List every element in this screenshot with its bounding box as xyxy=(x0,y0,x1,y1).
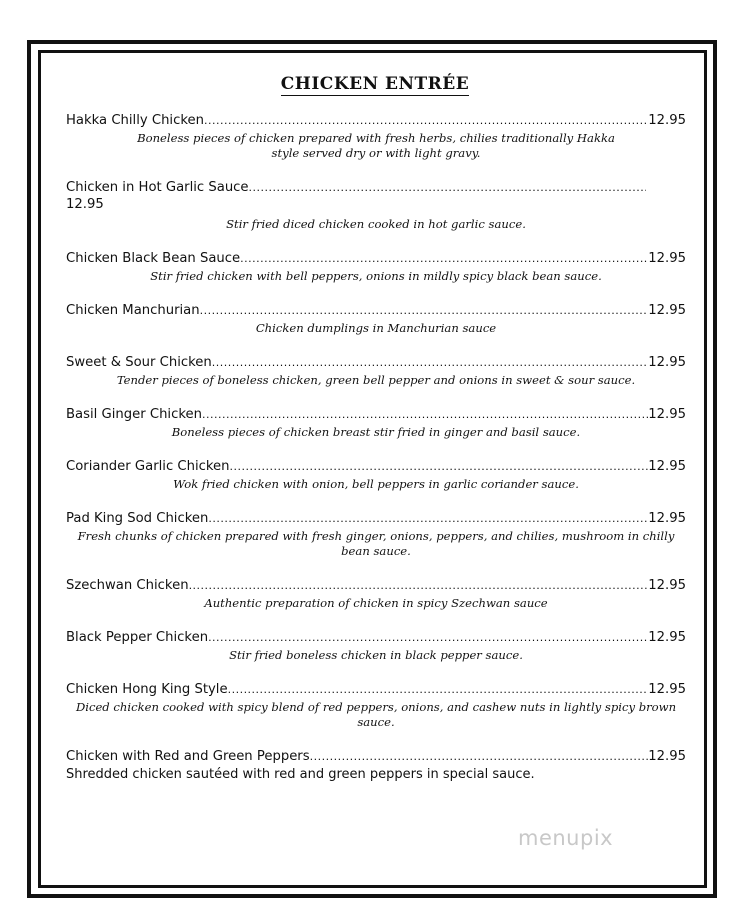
item-name: Pad King Sod Chicken xyxy=(66,511,209,526)
menu-item xyxy=(66,458,686,492)
item-name: Chicken with Red and Green Peppers xyxy=(66,749,310,764)
item-price: 12.95 xyxy=(648,578,686,593)
item-price: 12.95 xyxy=(648,682,686,697)
item-name: Hakka Chilly Chicken xyxy=(66,113,204,128)
item-line xyxy=(66,510,686,528)
dot-leader xyxy=(249,179,646,197)
item-line xyxy=(66,458,686,476)
menu-item xyxy=(66,577,686,611)
dot-leader xyxy=(310,748,649,766)
menu-item xyxy=(66,112,686,161)
item-name: Sweet & Sour Chicken xyxy=(66,355,212,370)
item-description: Shredded chicken sautéed with red and green peppers in special sauce. xyxy=(66,767,535,782)
item-line xyxy=(66,250,686,268)
menu-item xyxy=(66,354,686,388)
item-description: Wok fried chicken with onion, bell peppers in garlic coriander sauce. xyxy=(173,477,579,491)
item-line xyxy=(66,179,646,197)
item-price: 12.95 xyxy=(648,251,686,266)
menu-item xyxy=(66,681,686,730)
item-description: Boneless pieces of chicken breast stir fried in ginger and basil sauce. xyxy=(171,425,581,439)
item-line xyxy=(66,629,686,647)
item-name: Basil Ginger Chicken xyxy=(66,407,202,422)
item-price: 12.95 xyxy=(648,459,686,474)
menu-item xyxy=(66,629,686,663)
item-price: 12.95 xyxy=(648,407,686,422)
item-line xyxy=(66,748,686,766)
dot-leader xyxy=(202,406,648,424)
menu-item xyxy=(66,510,686,559)
item-name: Chicken Hong King Style xyxy=(66,682,228,697)
item-description: Diced chicken cooked with spicy blend of red peppers, onions, and cashew nuts in lightly spicy brown sauce. xyxy=(75,700,677,729)
dot-leader xyxy=(230,458,649,476)
menu-item xyxy=(66,302,686,336)
menu-item xyxy=(66,179,686,232)
item-line xyxy=(66,112,686,130)
item-name: Coriander Garlic Chicken xyxy=(66,459,230,474)
item-name: Chicken Black Bean Sauce xyxy=(66,251,241,266)
item-description: Fresh chunks of chicken prepared with fresh ginger, onions, peppers, and chilies, mushroom in chilly bean sauce. xyxy=(77,529,675,558)
menu-item xyxy=(66,748,686,782)
item-description: Tender pieces of boneless chicken, green bell pepper and onions in sweet & sour sauce. xyxy=(116,373,636,387)
item-description: Stir fried diced chicken cooked in hot garlic sauce. xyxy=(226,217,526,231)
item-price: 12.95 xyxy=(648,630,686,645)
item-line xyxy=(66,577,686,595)
menu-item xyxy=(66,250,686,284)
item-description: Boneless pieces of chicken prepared with fresh herbs, chilies traditionally Hakka style served dry or with light gravy. xyxy=(137,131,615,160)
dot-leader xyxy=(208,510,648,528)
menu-item xyxy=(66,406,686,440)
item-name: Black Pepper Chicken xyxy=(66,630,209,645)
dot-leader xyxy=(212,354,648,372)
item-price: 12.95 xyxy=(648,113,686,128)
title-text: CHICKEN ENTRÉE xyxy=(280,74,470,94)
watermark-logo: menupix xyxy=(518,826,614,850)
menu-list xyxy=(66,112,686,800)
item-price: 12.95 xyxy=(648,303,686,318)
item-line xyxy=(66,354,686,372)
item-name: Chicken Manchurian xyxy=(66,303,200,318)
item-line xyxy=(66,302,686,320)
item-price: 12.95 xyxy=(648,511,686,526)
dot-leader xyxy=(204,112,648,130)
item-name: Szechwan Chicken xyxy=(66,578,189,593)
item-description: Stir fried chicken with bell peppers, onions in mildly spicy black bean sauce. xyxy=(150,269,602,283)
item-line xyxy=(66,681,686,699)
item-price: 12.95 xyxy=(66,197,104,212)
item-description: Chicken dumplings in Manchurian sauce xyxy=(255,321,497,335)
dot-leader xyxy=(228,681,649,699)
item-price: 12.95 xyxy=(648,749,686,764)
dot-leader xyxy=(200,302,649,320)
dot-leader xyxy=(240,250,648,268)
dot-leader xyxy=(189,577,649,595)
page-title xyxy=(0,74,750,94)
dot-leader xyxy=(208,629,648,647)
item-name: Chicken in Hot Garlic Sauce xyxy=(66,180,249,195)
item-description: Authentic preparation of chicken in spicy Szechwan sauce xyxy=(204,596,548,610)
item-line xyxy=(66,406,686,424)
item-description: Stir fried boneless chicken in black pepper sauce. xyxy=(229,648,523,662)
item-price: 12.95 xyxy=(648,355,686,370)
